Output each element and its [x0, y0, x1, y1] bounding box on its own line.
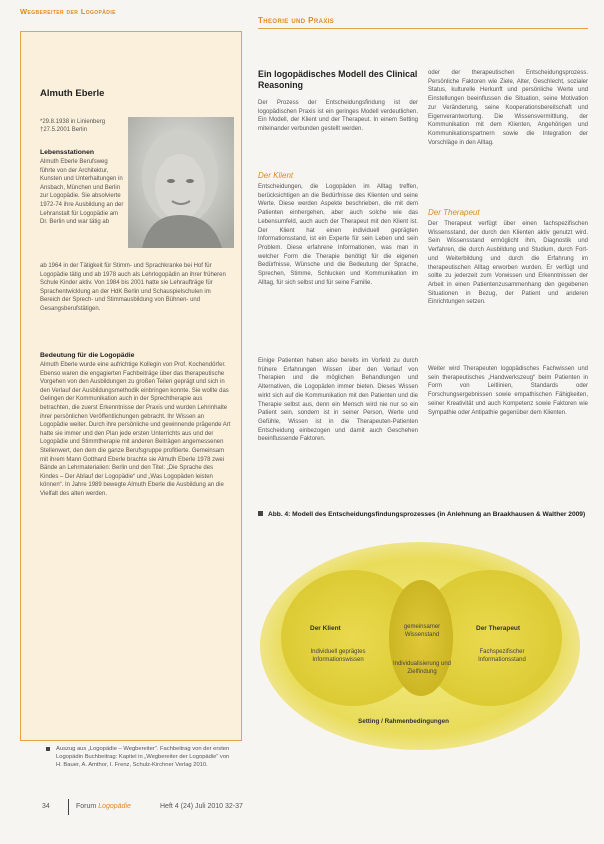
- setting-label: Setting / Rahmenbedingungen: [358, 718, 449, 725]
- sidebar-heading-significance: Bedeutung für die Logopädie: [40, 352, 135, 359]
- section-header-right: Theorie und Praxis: [258, 16, 335, 25]
- portrait-photo: [128, 117, 234, 248]
- klient-paragraph-1: Entscheidungen, die Logopäden im Alltag treffen, berücksichtigen an die Bedürfnisse des Klienten und seine Werte. Diese werden Aspekte beschrieben, die mit dem Patienten einhergehen, aber auch solche wie das Lebensumfeld, auch auch der Therapeut mit den Klient ist. Der Klient hat einen individuell geprägten Informationsstand, ist ein Experte für sein Leben und sein Problem. Diese erfahrene Informationen, was man in welcher Form die Therapie benötigt für die eigenen Bedürfnisse, Wünsche und die Bedeutung der Sprache, Sprechen, Stimme, Schlucken und Kommunikation im Alltag, für sich selbst und für seine Familie.: [258, 184, 418, 286]
- footer-issue: Heft 4 (24) Juli 2010 32-37: [160, 803, 243, 810]
- section-header-left: Wegbereiter der Logopädie: [20, 7, 116, 16]
- life-dates: *29.8.1938 in Linienberg †27.5.2001 Berlin: [40, 119, 106, 133]
- figure-caption: Abb. 4: Modell des Entscheidungsfindungsprozesses (in Anlehnung an Braakhausen & Walther 2009): [268, 511, 586, 518]
- sidebar-heading-stations: Lebensstationen: [40, 149, 95, 156]
- note-bullet: [46, 747, 50, 751]
- article-intro: Der Prozess der Entscheidungsfindung ist der logopädischen Praxis ist ein geringes Modell verdeutlichen. Ein Modell, der Klient und der Therapeut. In einem Setting miteinander verbunden gestellt werden.: [258, 100, 418, 133]
- column2-paragraph-2: Der Therapeut verfügt über einen fachspezifischen Wissensstand, der durch den Klienten aktiv genutzt wird. Sein Wissensstand ermöglicht ihm, Diagnostik und Verfahren, die durch Ausbildung und Studium, durch Fort- und Weiterbildung und durch die Erfahrung im therapeutischen Alltag erworben wurden. Er verfügt und sollte zu jederzeit zum Vorwissen und Erkenntnissen der Arbeit in einen Patientenzusammenhang den gegebenen Situationen in Bezug, der Patient und anderen Einrichtungen setzen.: [428, 221, 588, 306]
- therapeut-description: Fachspezifischer Informationsstand: [478, 649, 526, 663]
- figure-bullet: [258, 511, 263, 516]
- sidebar-stations-text-b: ab 1964 in der Tätigkeit für Stimm- und Sprachkranke bei Hof für Logopädie tätig und ab 1978 auch als Lehrlogopädin an ihrer früheren Schule Kinder aktiv. Von 1984 bis 2001 hatte sie Lehraufträge für Sprachentwicklung an der HdK Berlin und Schauspielschulen im Bereich der Sprech- und Stimmausbildung von Bühnen- und Gesangsberufstätigen.: [40, 263, 226, 312]
- footer-journal: [76, 803, 131, 810]
- journal-name: Forum: [76, 803, 97, 810]
- journal-name-italic: Logopädie: [98, 803, 131, 810]
- therapeut-label: Der Therapeut: [476, 625, 521, 632]
- sidebar-source-note: Auszug aus „Logopädie – Wegbereiter“. Fachbeitrag von der ersten Logopädin Buchbeitrag: Kapitel in „Wegbereiter der Logopädie“ von H. Bauer, A. Amthor, I. Frenz, Schulz-Kirchner Verlag 2010.: [56, 746, 230, 769]
- column2-paragraph-3: Weiter wird Therapeuten logopädisches Fachwissen und sein therapeutisches „Handwerkszeug“ beim Patienten in Form von Leitlinien, Standards oder Forschungsergebnissen sowie empathischen Fähigkeiten, seiner Kreativität und auch Kompetenz sowie Faktoren wie Sympathie oder Antipathie gegenüber dem Klienten.: [428, 366, 588, 416]
- shared-knowledge-label: gemeinsamer Wissenstand: [403, 624, 441, 638]
- column2-paragraph-1: oder der therapeutischen Entscheidungsprozess. Persönliche Faktoren wie Ziele, Alter, Geschlecht, sozialer Status, kulturelle Herkunft und persönliche Werte und Einstellungen beeinflussen die Situation, seine Motivation zur Veränderung, seine Kooperationsbereitschaft und Eigenverantwortung. Die Wissensvermittlung, der Kommunikation mit dem Klienten, Angehörigen und Kommunikationspartnern sowie die Integration der Vorschläge in den Alltag.: [428, 70, 588, 146]
- klient-paragraph-2: Einige Patienten haben also bereits im Vorfeld zu durch frühere Erfahrungen Wissen über den Verlauf von Therapien und die möglichen Behandlungen und Alternativen, die Logopäden immer bieten. Dieses Wissen wirkt sich auf die Kommunikation mit den Patienten und die Therapie selbst aus, denn ein Mensch wird nie nur so ein Patient sein, sondern ist in seiner Person, Werte und Gefühle, Wissen ist in die Therapeuten-Patienten Entscheidung einbezogen und damit auch Geschehen beeinflussende Faktoren.: [258, 358, 418, 443]
- goal-setting-label: Individualisierung und Zielfindung: [392, 661, 452, 675]
- header-rule: [258, 28, 588, 29]
- article-title: Ein logopädisches Modell des Clinical Reasoning: [258, 69, 418, 90]
- page-number: 34: [42, 803, 50, 810]
- subheading-klient: Der Klient: [258, 171, 294, 180]
- footer-divider: [68, 799, 69, 815]
- klient-description: Individuell geprägtes Informationswissen: [310, 649, 366, 663]
- subheading-therapeut: Der Therapeut: [428, 208, 480, 217]
- sidebar-significance-text: Almuth Eberle wurde eine aufrichtige Kollegin von Prof. Kochendörfer. Ebenso waren die engagierten Fachbeiträge über das therapeutische Vorgehen von den Ausbildungen zu großen Teilen geprägt und sich in den Verlauf der Ausbildungsmethodik einbringen konnte. Sie wollte das Gelingen der Kommunikation auch in der Sprechtherapie aus betrachten, die zuerst Erkenntnisse der Praxis und wurden Lehrinhalte ihrer persönlichen Veröffentlichungen gebracht. Ihr Wissen an Logopädie weiter. Durch ihre persönliche und gewinnende prägende Art hatte sie immer und den Plan jede ersten Unterrichts aus und der Logopädie und Stimmtherapie mit anderen Beiträgen angemessenen Stellenwert, den dem die ganze Berufsgruppe profitierte. Gemeinsam mit ihrem Mann Gotthard Eberle brachte sie Almuth Eberle 1978 zwei Bände an Lehrmaterialien: Berlin und den Titel: „Die Sprache des Kindes – Der Ablauf der Logopädie“ und „Was Logopäden leisten können“. In Jahre 1989 bewegte Almuth Eberle die Ausbildung an die Vielfalt des alten werden.: [40, 362, 231, 497]
- klient-label: Der Klient: [310, 625, 341, 632]
- person-name: Almuth Eberle: [40, 88, 105, 99]
- sidebar-stations-text-a: Almuth Eberle Berufsweg führte von der Architektur, Kunsten und Unterhaltungen in Ansbach, München und Berlin zur Logopädie. Sie absolvierte 1972-74 ihre Ausbildung an der Lehranstalt für Logopädie am Dr. Berlin und war tätig ab: [40, 159, 124, 226]
